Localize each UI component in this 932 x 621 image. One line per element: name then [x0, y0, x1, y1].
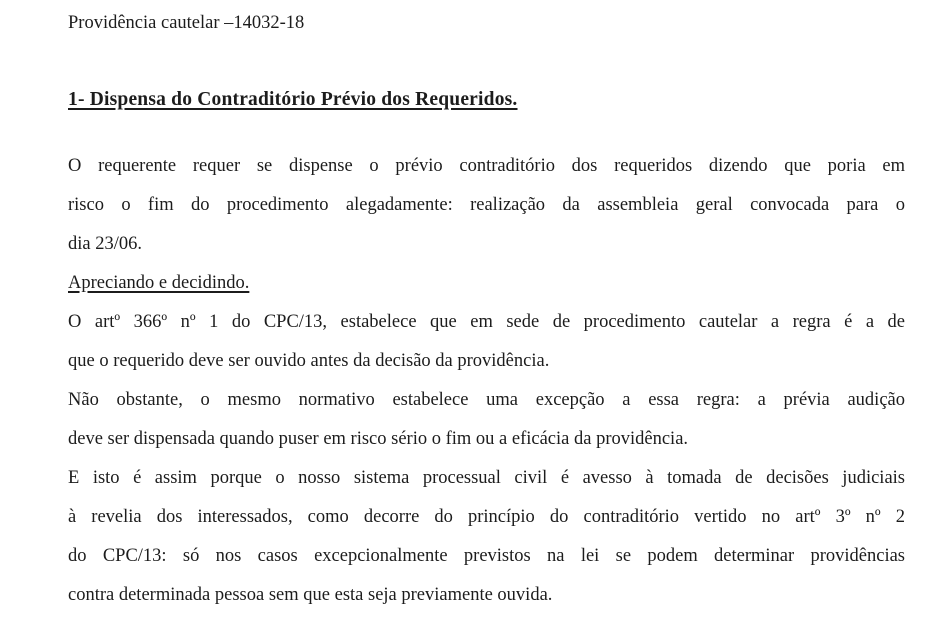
text-line: risco o fim do procedimento alegadamente: realização da assembleia geral convocada para o [68, 195, 905, 215]
document-title: Providência cautelar –14032-18 [68, 13, 305, 33]
paragraph-2 [68, 303, 905, 381]
section-heading: 1- Dispensa do Contraditório Prévio dos Requeridos. [68, 89, 518, 110]
text-line: deve ser dispensada quando puser em risco sério o fim ou a eficácia da providência. [68, 429, 689, 449]
document-body [68, 147, 905, 615]
paragraph-1 [68, 147, 905, 264]
text-line: contra determinada pessoa sem que esta seja previamente ouvida. [68, 585, 553, 605]
text-line: que o requerido deve ser ouvido antes da decisão da providência. [68, 351, 550, 371]
text-line: E isto é assim porque o nosso sistema processual civil é avesso à tomada de decisões judiciais [68, 468, 905, 488]
text-line: O requerente requer se dispense o prévio contraditório dos requeridos dizendo que poria em [68, 156, 905, 176]
text-line: dia 23/06. [68, 234, 142, 254]
text-line: O artº 366º nº 1 do CPC/13, estabelece que em sede de procedimento cautelar a regra é a de [68, 312, 905, 332]
text-line: Não obstante, o mesmo normativo estabelece uma excepção a essa regra: a prévia audição [68, 390, 905, 410]
text-line: à revelia dos interessados, como decorre do princípio do contraditório vertido no artº 3º nº 2 [68, 507, 905, 527]
subheading: Apreciando e decidindo. [68, 273, 250, 293]
paragraph-3 [68, 381, 905, 459]
paragraph-4 [68, 459, 905, 615]
text-line: do CPC/13: só nos casos excepcionalmente previstos na lei se podem determinar providências [68, 546, 905, 566]
